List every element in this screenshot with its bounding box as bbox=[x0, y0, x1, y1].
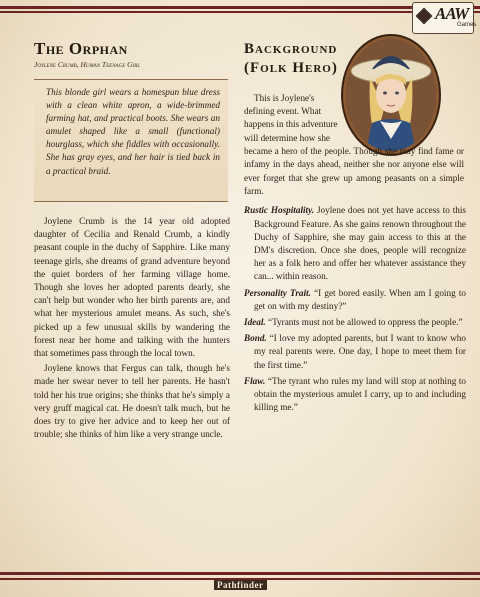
background-intro: This is Joylene's defining event. What happens in this adventure will determine how she bbox=[244, 93, 338, 143]
footer-logo-text: Pathfinder bbox=[214, 580, 267, 590]
logo-text: AAW bbox=[435, 4, 469, 23]
dice-icon bbox=[416, 8, 433, 25]
feature-rustic-hospitality bbox=[244, 204, 466, 283]
trait-label: Ideal. bbox=[244, 317, 266, 328]
feature-text: Joylene does not yet have access to this Background Feature. As she gains renown throughout the Duchy of Sapphire, she may gain access to this at the DM's discretion. Once she does, people will recognize her as a folk hero and offer her whatever assistance they can... within reason. bbox=[254, 205, 466, 282]
top-border-thin bbox=[0, 11, 480, 13]
publisher-logo bbox=[412, 2, 477, 34]
paragraph-fergus: Joylene knows that Fergus can talk, though he's made her swear never to tell her parents. He hasn't told her his true origins; she thinks that he's simply a very gruff magical cat. He doesn't talk much, but he does try to give her advice and to keep her out of trouble; she thinks of him like a very strange uncle. bbox=[34, 363, 230, 440]
feature-label: Rustic Hospitality. bbox=[244, 205, 315, 216]
background-title bbox=[244, 40, 344, 78]
trait-text: “I get bored easily. When am I going to get on with my destiny?” bbox=[254, 287, 466, 311]
trait-personality bbox=[244, 287, 466, 313]
trait-text: “The tyrant who rules my land will stop at nothing to obtain the mysterious amulet I carry, up to and including killing me.” bbox=[254, 375, 466, 413]
trait-flaw bbox=[244, 375, 466, 415]
paragraph-backstory: Joylene Crumb is the 14 year old adopted daughter of Cecilia and Renald Crumb, a kindly peasant couple in the duchy of Sapphire. Like many teenage girls, she dreams of grand adventure beyond the quiet borders of her farming village home. Though she loves her adopted parents dearly, she can't help but wonder who her birth parents are, and what her mysterious amulet means. As such, she's picked up a few unusual skills by wandering the forest near her home and talking with the hunters that sometimes pass through the local town. bbox=[34, 216, 230, 359]
trait-label: Bond. bbox=[244, 333, 267, 344]
trait-label: Personality Trait. bbox=[244, 287, 311, 298]
background-title-line1: Background bbox=[244, 41, 338, 57]
background-title-line2: (Folk Hero) bbox=[244, 60, 338, 76]
trait-bond bbox=[244, 332, 466, 372]
description-box: This blonde girl wears a homespun blue dress with a clean white apron, a wide-brimmed farming hat, and practical boots. She wears an amulet shaped like a small (functional) hourglass, which she fiddles with occasionally. She has gray eyes, and her hair is tied back in a practical braid. bbox=[34, 79, 228, 202]
bottom-border bbox=[0, 572, 480, 575]
character-subtitle: Joylene Crumb, Human Teenage Girl bbox=[34, 60, 141, 69]
trait-label: Flaw. bbox=[244, 375, 266, 386]
background-intro-continued: became a hero of the people. Though she may find fame or infamy in the days ahead, neither she nor anyone else will ever forget that she grew up among peasants on a simple farm. bbox=[244, 145, 464, 197]
left-column bbox=[34, 40, 230, 441]
trait-ideal bbox=[244, 316, 466, 329]
right-column bbox=[244, 40, 466, 414]
footer-logo bbox=[214, 580, 268, 594]
trait-text: “Tyrants must not be allowed to oppress the people.” bbox=[265, 317, 463, 328]
page-title: The Orphan bbox=[34, 39, 128, 58]
trait-text: “I love my adopted parents, but I want to know who my real parents were. One day, I hope to meet them for the first time.” bbox=[254, 333, 466, 370]
top-border bbox=[0, 6, 480, 9]
logo-subtext: Games bbox=[457, 22, 477, 28]
